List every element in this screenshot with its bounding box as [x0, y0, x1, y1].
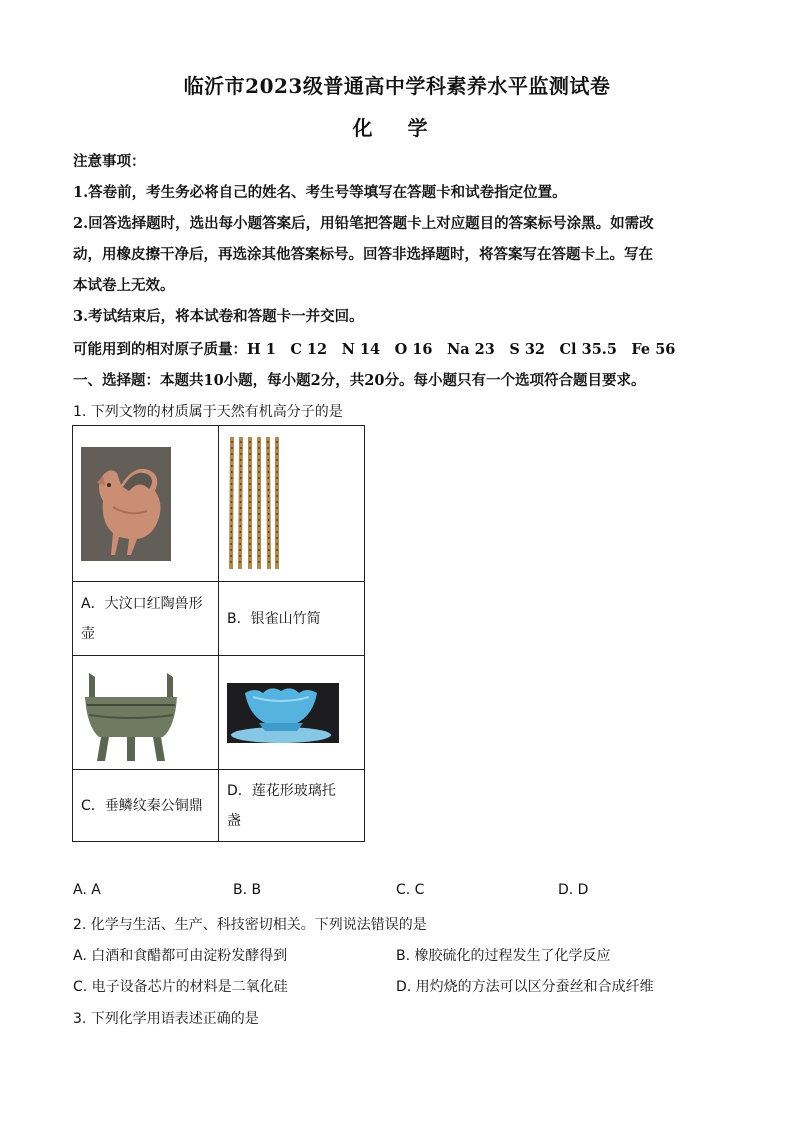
bamboo-slips-image [219, 427, 355, 581]
q1-option-d: D. D [558, 882, 589, 898]
label-cell-d [219, 770, 365, 842]
option-a-label-line-2: 壶 [81, 625, 95, 642]
notice-item-2-line-1: 2.回答选择题时，选出每小题答案后，用铅笔把答题卡上对应题目的答案标号涂黑。如需改 [73, 215, 654, 232]
label-cell-c [73, 770, 219, 842]
question-1-stem: 1. 下列文物的材质属于天然有机高分子的是 [73, 404, 343, 420]
glass-cup-image [219, 657, 355, 769]
question-2-stem: 2. 化学与生活、生产、科技密切相关。下列说法错误的是 [73, 917, 427, 933]
image-cell-a [73, 426, 219, 582]
atomic-masses: 可能用到的相对原子质量：H 1 C 12 N 14 O 16 Na 23 S 32 Cl 35.5 Fe 56 [73, 341, 676, 358]
option-d-label-line-2: 盏 [227, 812, 241, 829]
bronze-ding-image [73, 657, 218, 769]
pottery-pot-image [73, 427, 218, 581]
notice-item-3: 3.考试结束后，将本试卷和答题卡一并交回。 [73, 308, 364, 325]
question-1-table [72, 425, 365, 842]
q2-option-a: A. 白酒和食醋都可由淀粉发酵得到 [73, 948, 288, 964]
image-cell-c [73, 656, 219, 770]
notice-item-2-line-3: 本试卷上无效。 [73, 277, 175, 294]
option-d-label-line-1: D．莲花形玻璃托 [227, 782, 336, 799]
image-cell-b [219, 426, 365, 582]
q1-option-c: C. C [396, 882, 425, 898]
option-a-label-line-1: A．大汶口红陶兽形 [81, 595, 203, 612]
q1-option-b: B. B [233, 882, 262, 898]
label-cell-a [73, 582, 219, 656]
image-cell-d [219, 656, 365, 770]
subject-title: 化 学 [352, 116, 442, 140]
option-c-label: C．垂鳞纹秦公铜鼎 [81, 797, 203, 814]
q2-option-b: B. 橡胶硫化的过程发生了化学反应 [396, 948, 611, 964]
section-1-heading: 一、选择题：本题共10小题，每小题2分，共20分。每小题只有一个选项符合题目要求。 [73, 372, 646, 389]
notice-heading: 注意事项： [73, 153, 146, 170]
question-3-stem: 3. 下列化学用语表述正确的是 [73, 1011, 259, 1027]
option-b-label: B．银雀山竹简 [227, 610, 321, 627]
q2-option-c: C. 电子设备芯片的材料是二氧化硅 [73, 979, 288, 995]
notice-item-1: 1.答卷前，考生务必将自己的姓名、考生号等填写在答题卡和试卷指定位置。 [73, 184, 567, 201]
label-cell-b [219, 582, 365, 656]
q2-option-d: D. 用灼烧的方法可以区分蚕丝和合成纤维 [396, 979, 654, 995]
q1-option-a: A. A [73, 882, 101, 898]
exam-title: 临沂市2023级普通高中学科素养水平监测试卷 [183, 74, 611, 98]
notice-item-2-line-2: 动，用橡皮擦干净后，再选涂其他答案标号。回答非选择题时，将答案写在答题卡上。写在 [73, 246, 653, 263]
